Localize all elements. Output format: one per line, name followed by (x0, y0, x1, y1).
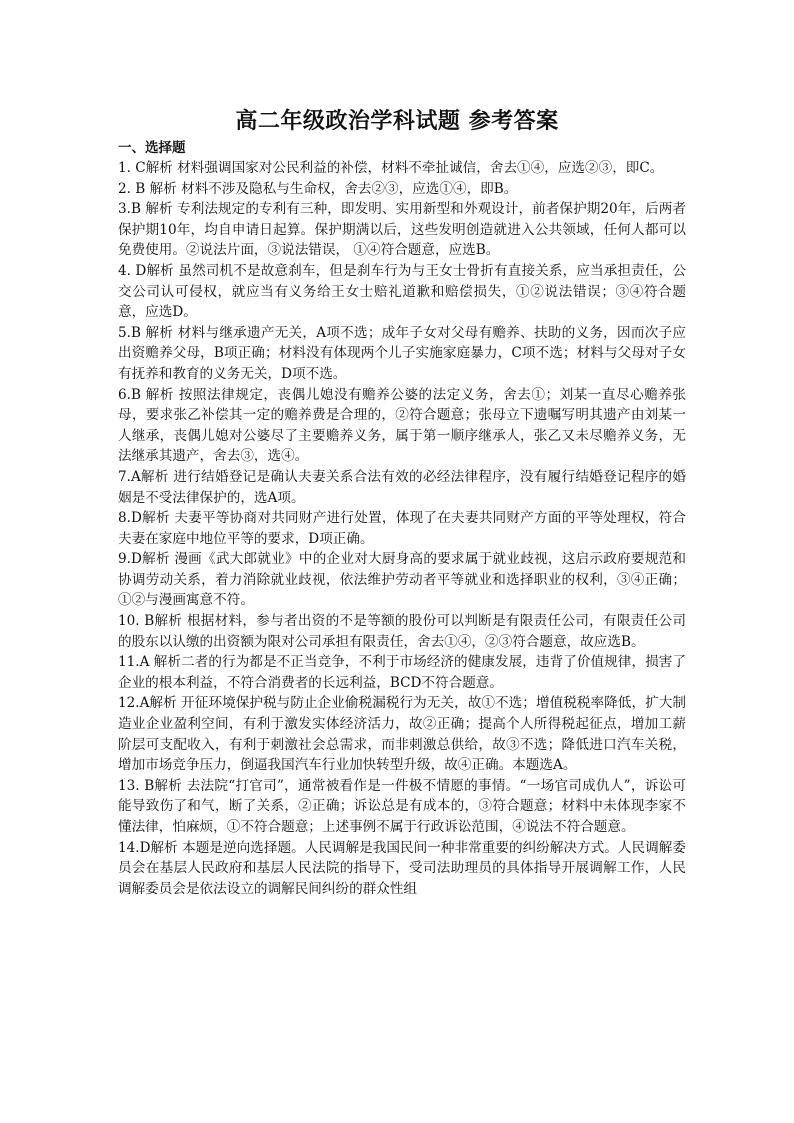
answer-item-6: 6.B 解析 按照法律规定，丧偶儿媳没有赡养公婆的法定义务，舍去①；刘某一直尽心赡养张母，要求张乙补偿其一定的赡养费是合理的，②符合题意；张母立下遗嘱写明其遗产由刘某一人继承，丧偶儿媳对公婆尽了主要赡养义务，属于第一顺序继承人，张乙又未尽赡养义务，无法继承其遗产，舍去③，选④。 (118, 386, 686, 465)
answer-item-7: 7.A解析 进行结婚登记是确认夫妻关系合法有效的必经法律程序，没有履行结婚登记程序的婚姻是不受法律保护的，选A项。 (118, 468, 686, 506)
answer-list (118, 158, 686, 899)
answer-item-12: 12.A解析 开征环境保护税与防止企业偷税漏税行为无关，故①不选；增值税税率降低，扩大制造业企业盈利空间，有利于激发实体经济活力，故②正确；提高个人所得税起征点，增加工薪阶层可支配收入，有利于刺激社会总需求，而非刺激总供给，故③不选；降低进口汽车关税，增加市场竞争压力，倒逼我国汽车行业加快转型升级，故④正确。本题选A。 (118, 695, 686, 774)
answer-item-2: 2. B 解析 材料不涉及隐私与生命权，舍去②③，应选①④，即B。 (118, 180, 518, 197)
answer-item-5: 5.B 解析 材料与继承遗产无关，A项不选；成年子女对父母有赡养、扶助的义务，因而次子应出资赡养父母，B项正确；材料没有体现两个儿子实施家庭暴力，C项不选；材料与父母对子女有抚养和教育的义务无关，D项不选。 (118, 324, 686, 382)
answer-item-14: 14.D解析 本题是逆向选择题。人民调解是我国民间一种非常重要的纠纷解决方式。人民调解委员会在基层人民政府和基层人民法院的指导下，受司法助理员的具体指导开展调解工作，人民调解委员会是依法设立的调解民间纠纷的群众性组 (118, 839, 686, 897)
section-heading: 一、选择题 (118, 140, 186, 156)
answer-item-9: 9.D解析 漫画《武大郎就业》中的企业对大厨身高的要求属于就业歧视，这启示政府要规范和协调劳动关系，着力消除就业歧视，依法维护劳动者平等就业和选择职业的权利，③④正确；①②与漫画寓意不符。 (118, 551, 686, 609)
answer-item-3: 3.B 解析 专利法规定的专利有三种，即发明、实用新型和外观设计，前者保护期20年，后两者保护期10年，均自申请日起算。保护期满以后，这些发明创造就进入公共领域，任何人都可以免费使用。②说法片面，③说法错误， ①④符合题意，应选B。 (118, 201, 686, 259)
document-title: 高二年级政治学科试题 参考答案 (235, 108, 559, 134)
answer-item-11: 11.A 解析二者的行为都是不正当竞争，不利于市场经济的健康发展，违背了价值规律，损害了企业的根本利益，不符合消费者的长远利益，BCD不符合题意。 (118, 654, 686, 691)
answer-item-4: 4. D解析 虽然司机不是故意刹车，但是刹车行为与王女士骨折有直接关系，应当承担责任，公交公司认可侵权，就应当有义务给王女士赔礼道歉和赔偿损失，①②说法错误；③④符合题意，应选D。 (118, 262, 686, 321)
answer-item-10: 10. B解析 根据材料，参与者出资的不是等额的股份可以判断是有限责任公司，有限责任公司的股东以认缴的出资额为限对公司承担有限责任，舍去①④，②③符合题意，故应选B。 (118, 613, 686, 650)
answer-item-8: 8.D解析 夫妻平等协商对共同财产进行处置，体现了在夫妻共同财产方面的平等处理权，符合夫妻在家庭中地位平等的要求，D项正确。 (118, 510, 686, 547)
answer-item-1: 1. C解析 材料强调国家对公民利益的补偿，材料不牵扯诚信，舍去①④，应选②③，即C。 (118, 160, 664, 176)
answer-item-13: 13. B解析 去法院“打官司”，通常被看作是一件极不情愿的事情。“一场官司成仇人”，诉讼可能导致伤了和气，断了关系，②正确；诉讼总是有成本的，③符合题意；材料中未体现李家不懂法律，怕麻烦，①不符合题意；上述事例不属于行政诉讼范围，④说法不符合题意。 (118, 777, 686, 835)
